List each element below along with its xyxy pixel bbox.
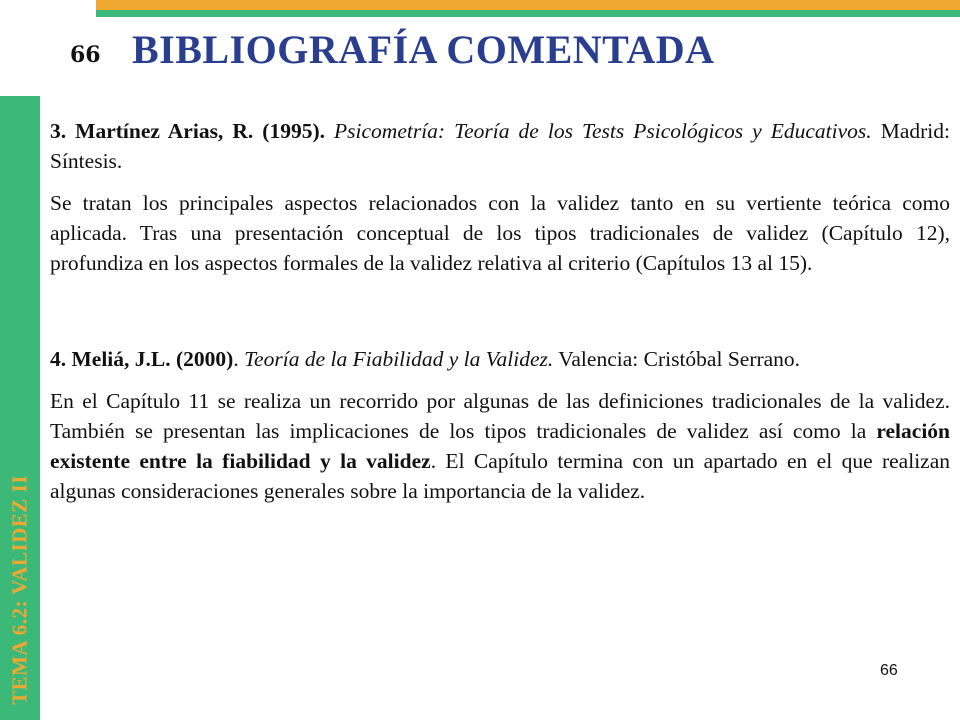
reference-3-author: 3. Martínez Arias, R. (1995).	[50, 119, 325, 143]
reference-4-description-part2: . El Capítulo termina con un apartado en el que realizan algunas consideraciones generales sobre la importancia de la validez.	[50, 449, 951, 503]
reference-3-description: Se tratan los principales aspectos relacionados con la validez tanto en su vertiente teórica como aplicada. Tras una presentación conceptual de los tipos tradicionales de validez (Capítulo 12), profundiza en los aspectos formales de la validez relativa al criterio (Capítulos 13 al 15).	[50, 191, 950, 275]
reference-4-description-highlight: relación existente entre la fiabilidad y la validez	[50, 419, 951, 473]
reference-3-book-title: Psicometría: Teoría de los Tests Psicológicos y Educativos.	[334, 119, 872, 143]
slide-number: 66	[70, 42, 101, 68]
top-accent-bar-green	[96, 10, 960, 17]
reference-4-book-title: Teoría de la Fiabilidad y la Validez.	[244, 347, 554, 371]
page-number: 66	[880, 662, 898, 679]
side-bar-label: TEMA 6.2: VALIDEZ II	[7, 475, 32, 705]
reference-4-description-part1: En el Capítulo 11 se realiza un recorrido por algunas de las definiciones tradicionales de la validez. También se presentan las implicaciones de los tipos tradicionales de validez así como la	[50, 389, 950, 443]
bibliography-content	[50, 116, 950, 506]
reference-3-publisher: Madrid: Síntesis.	[50, 119, 950, 173]
reference-4	[50, 344, 950, 374]
top-accent-bar-orange	[96, 0, 960, 10]
reference-4-publisher: Valencia: Cristóbal Serrano.	[558, 347, 801, 371]
page-title: BIBLIOGRAFÍA COMENTADA	[132, 27, 715, 72]
reference-4-author: 4. Meliá, J.L. (2000)	[50, 347, 234, 371]
reference-3	[50, 116, 950, 176]
reference-4-description	[50, 386, 950, 506]
reference-4-separator: .	[233, 347, 239, 371]
